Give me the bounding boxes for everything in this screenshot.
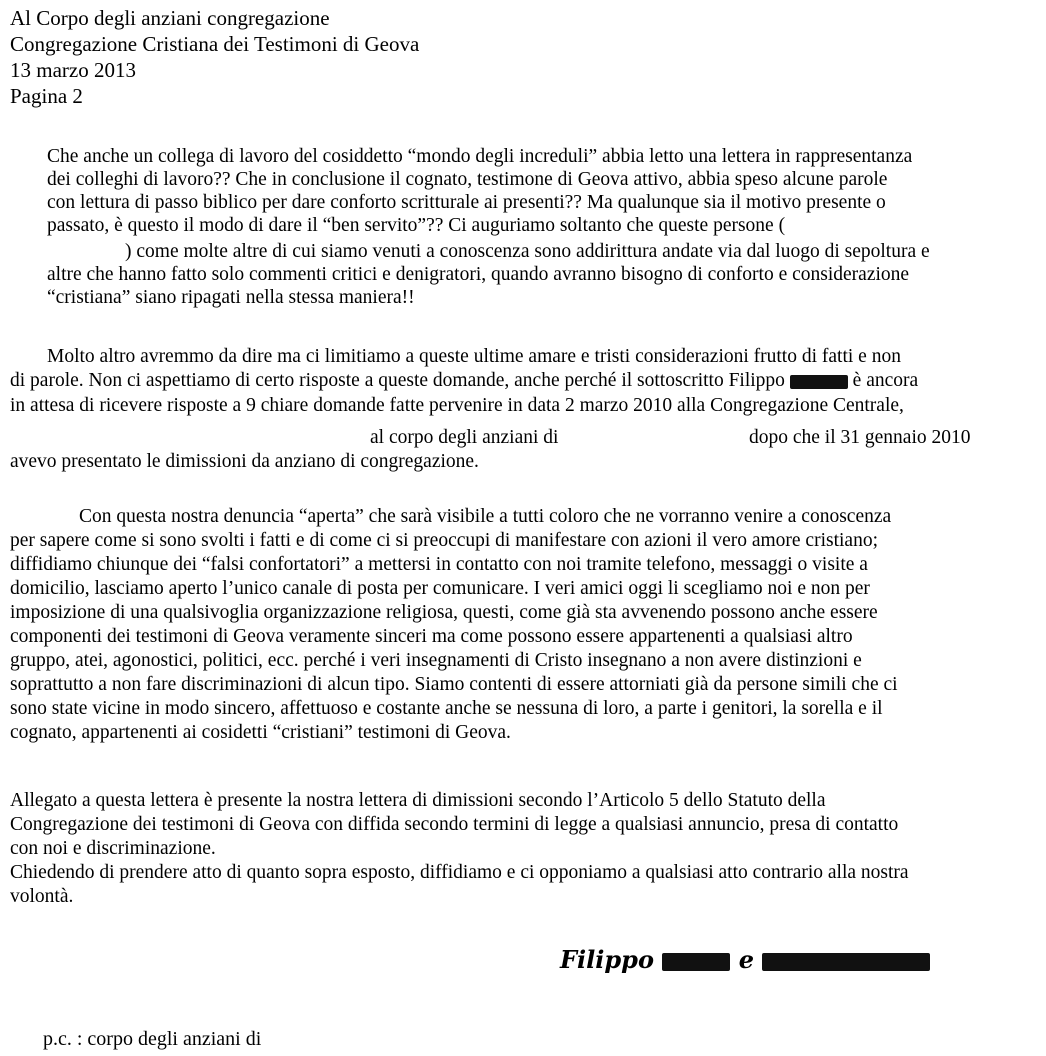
paragraph1-line: “cristiana” siano ripagati nella stessa maniera!! [47, 287, 415, 308]
signature [560, 945, 930, 974]
paragraph2-line: avevo presentato le dimissioni da anziano di congregazione. [10, 451, 479, 472]
paragraph1-line: con lettura di passo biblico per dare conforto scritturale ai presenti?? Ma qualunque sia il motivo presente o [47, 192, 886, 213]
paragraph2-line: al corpo degli anziani di [370, 427, 559, 448]
paragraph1-line: Che anche un collega di lavoro del cosiddetto “mondo degli increduli” abbia letto una lettera in rappresentanza [47, 146, 913, 167]
paragraph1-line: ) come molte altre di cui siamo venuti a conoscenza sono addirittura andate via dal luogo di sepoltura e [125, 241, 930, 262]
paragraph4-line: Chiedendo di prendere atto di quanto sopra esposto, diffidiamo e ci opponiamo a qualsiasi atto contrario alla nostra [10, 862, 909, 883]
recipient-line: Al Corpo degli anziani congregazione [10, 6, 330, 30]
organization-line: Congregazione Cristiana dei Testimoni di Geova [10, 32, 420, 56]
signature-name: Filippo [560, 945, 654, 974]
paragraph3-line: componenti dei testimoni di Geova veramente sinceri ma come possono essere appartenenti a qualsiasi altro [10, 626, 853, 647]
paragraph3-line: imposizione di una qualsivoglia organizzazione religiosa, questi, come già sta avvenendo possono anche essere [10, 602, 878, 623]
paragraph2-line: dopo che il 31 gennaio 2010 [749, 427, 971, 448]
redaction-bar [790, 375, 848, 389]
paragraph4-line: Allegato a questa lettera è presente la nostra lettera di dimissioni secondo l’Articolo 5 dello Statuto della [10, 790, 826, 811]
paragraph3-line: cognato, appartenenti ai cosidetti “cristiani” testimoni di Geova. [10, 722, 511, 743]
cc-line: p.c. : corpo degli anziani di [43, 1028, 262, 1050]
paragraph2-line: in attesa di ricevere risposte a 9 chiare domande fatte pervenire in data 2 marzo 2010 alla Congregazione Centrale, [10, 395, 904, 416]
paragraph1-line: passato, è questo il modo di dare il “ben servito”?? Ci auguriamo soltanto che queste persone ( [47, 215, 786, 236]
signature-conjunction: e [738, 945, 754, 974]
paragraph4-line: volontà. [10, 886, 74, 907]
paragraph4-line: con noi e discriminazione. [10, 838, 216, 859]
paragraph3-line: soprattutto a non fare discriminazioni di alcun tipo. Siamo contenti di essere attorniati già da persone simili che ci [10, 674, 898, 695]
paragraph3-line: per sapere come si sono svolti i fatti e di come ci si preoccupi di manifestare con azioni il vero amore cristiano; [10, 530, 878, 551]
paragraph1-line: dei colleghi di lavoro?? Che in conclusione il cognato, testimone di Geova attivo, abbia speso alcune parole [47, 169, 888, 190]
date-line: 13 marzo 2013 [10, 58, 136, 82]
paragraph3-line: domicilio, lasciamo aperto l’unico canale di posta per comunicare. I veri amici oggi li scegliamo noi e non per [10, 578, 870, 599]
paragraph2-text: è ancora [852, 370, 919, 391]
paragraph2-line: Molto altro avremmo da dire ma ci limitiamo a queste ultime amare e tristi considerazioni frutto di fatti e non [47, 346, 901, 367]
paragraph2-line [10, 369, 918, 393]
paragraph4-line: Congregazione dei testimoni di Geova con diffida secondo termini di legge a qualsiasi annuncio, presa di contatto [10, 814, 899, 835]
redaction-bar [762, 953, 930, 971]
paragraph3-line: gruppo, atei, agonostici, politici, ecc. perché i veri insegnamenti di Cristo insegnano a non avere distinzioni e [10, 650, 862, 671]
paragraph3-line: diffidiamo chiunque dei “falsi confortatori” a mettersi in contatto con noi tramite telefono, messaggi o visite a [10, 554, 868, 575]
paragraph1-line: altre che hanno fatto solo commenti critici e denigratori, quando avranno bisogno di conforto e considerazione [47, 264, 910, 285]
redaction-bar [662, 953, 730, 971]
paragraph3-line: sono state vicine in modo sincero, affettuoso e costante anche se nessuna di loro, a parte i genitori, la sorella e il [10, 698, 883, 719]
paragraph3-line: Con questa nostra denuncia “aperta” che sarà visibile a tutti coloro che ne vorranno venire a conoscenza [79, 506, 892, 527]
page-number: Pagina 2 [10, 84, 83, 108]
paragraph2-text: di parole. Non ci aspettiamo di certo risposte a queste domande, anche perché il sottoscritto Filippo [10, 370, 785, 391]
